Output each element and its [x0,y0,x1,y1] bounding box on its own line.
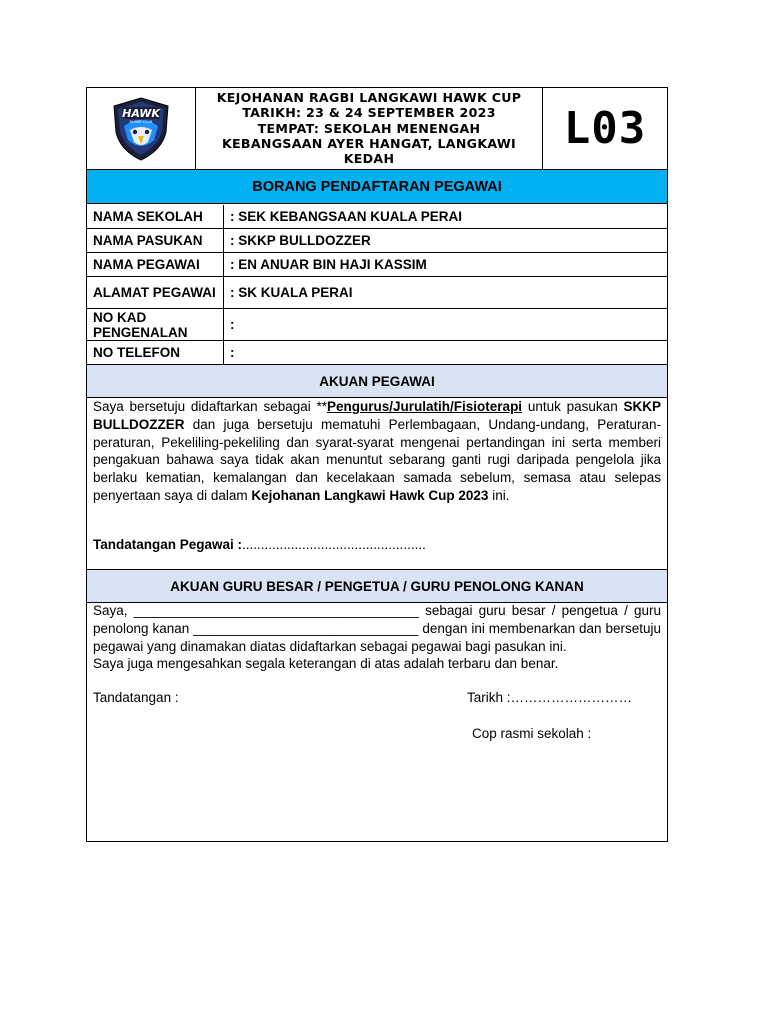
officer-declaration-text [93,398,661,505]
declaration-team: SKKP BULLDOZZER [93,399,661,432]
field-row-address [87,277,667,309]
field-label: NAMA PASUKAN [87,229,224,252]
field-row-officer-name [87,253,667,277]
event-title [196,88,543,169]
logo-subtext: RUGBY CLUB [129,119,153,124]
form-title: BORANG PENDAFTARAN PEGAWAI [87,170,667,204]
field-row-phone [87,341,667,365]
field-value[interactable]: : EN ANUAR BIN HAJI KASSIM [230,257,427,272]
event-title-line-2: TARIKH: 23 & 24 SEPTEMBER 2023 [242,105,496,121]
head-signature-label[interactable]: Tandatangan : [93,690,179,705]
field-value[interactable]: : SKKP BULLDOZZER [230,233,371,248]
declaration-event: Kejohanan Langkawi Hawk Cup 2023 [251,487,489,503]
form-header [87,88,667,170]
date-field[interactable]: Tarikh :……………………… [467,690,633,705]
declaration-text-part: ini. [488,487,510,503]
registration-form [86,87,668,842]
event-title-line-1: KEJOHANAN RAGBI LANGKAWI HAWK CUP [216,90,522,105]
declaration-text-part: dan juga bersetuju mematuhi Perlembagaan, Undang-undang, Peraturan-peraturan, Pekeliling-pekeliling dan syarat-syarat mengenai pertandingan ini serta memberi pengakuan bahawa saya tidak akan menuntut sebarang ganti rugi daripada pengelola jika berlaku kematian, kemalangan dan kecelakaan samada sebelum, semasa atau selepas penyertaan saya di dalam [93,416,661,503]
field-row-school [87,205,667,229]
field-label: NAMA PEGAWAI [87,253,224,276]
officer-signature-line [93,536,661,554]
hawk-rugby-club-logo-icon [110,96,172,162]
form-code: L03 [563,103,647,154]
head-declaration-text [93,602,661,655]
officer-signature-field[interactable]: ................................................. [242,537,426,552]
declaration-text-part: untuk pasukan [522,399,624,414]
head-confirmation-text: Saya juga mengesahkan segala keterangan di atas adalah terbaru dan benar. [93,656,559,671]
logo-text: HAWK [122,106,160,120]
field-value[interactable]: : [230,345,235,360]
field-value[interactable]: : SEK KEBANGSAAN KUALA PERAI [230,209,463,224]
field-label: NAMA SEKOLAH [87,205,224,228]
event-title-line-5: KEDAH [343,151,395,167]
field-row-team [87,229,667,253]
section-head-declaration-title: AKUAN GURU BESAR / PENGETUA / GURU PENOLONG KANAN [87,570,667,603]
assistant-name-blank[interactable]: ______________________________ [193,620,419,636]
field-value[interactable]: : [230,317,235,332]
declaration-text-part: Saya, [93,603,134,618]
declaration-text-part: sebagai guru besar / pengetua / guru penolong kanan [93,603,661,636]
head-name-blank[interactable]: ______________________________________ [133,603,419,618]
field-value[interactable]: : SK KUALA PERAI [230,285,353,300]
officer-signature-label: Tandatangan Pegawai : [93,537,243,552]
declaration-text-part: dengan ini membenarkan dan bersetuju pegawai yang dinamakan diatas didaftarkan sebagai pegawai bagi pasukan ini. [93,620,661,654]
event-title-line-3: TEMPAT: SEKOLAH MENENGAH [257,120,481,136]
field-label: NO KAD PENGENALAN [87,309,224,340]
logo-cell [87,88,196,169]
section-officer-declaration-title: AKUAN PEGAWAI [87,365,667,398]
declaration-text-part: Saya bersetuju didaftarkan sebagai ** [93,399,328,414]
declaration-roles: Pengurus/Jurulatih/Fisioterapi [327,399,523,414]
field-label: NO TELEFON [87,341,224,364]
field-label: ALAMAT PEGAWAI [87,277,224,308]
event-title-line-4: KEBANGSAAN AYER HANGAT, LANGKAWI [221,135,517,151]
school-stamp-label: Cop rasmi sekolah : [472,726,592,741]
field-row-ic-number [87,309,667,341]
